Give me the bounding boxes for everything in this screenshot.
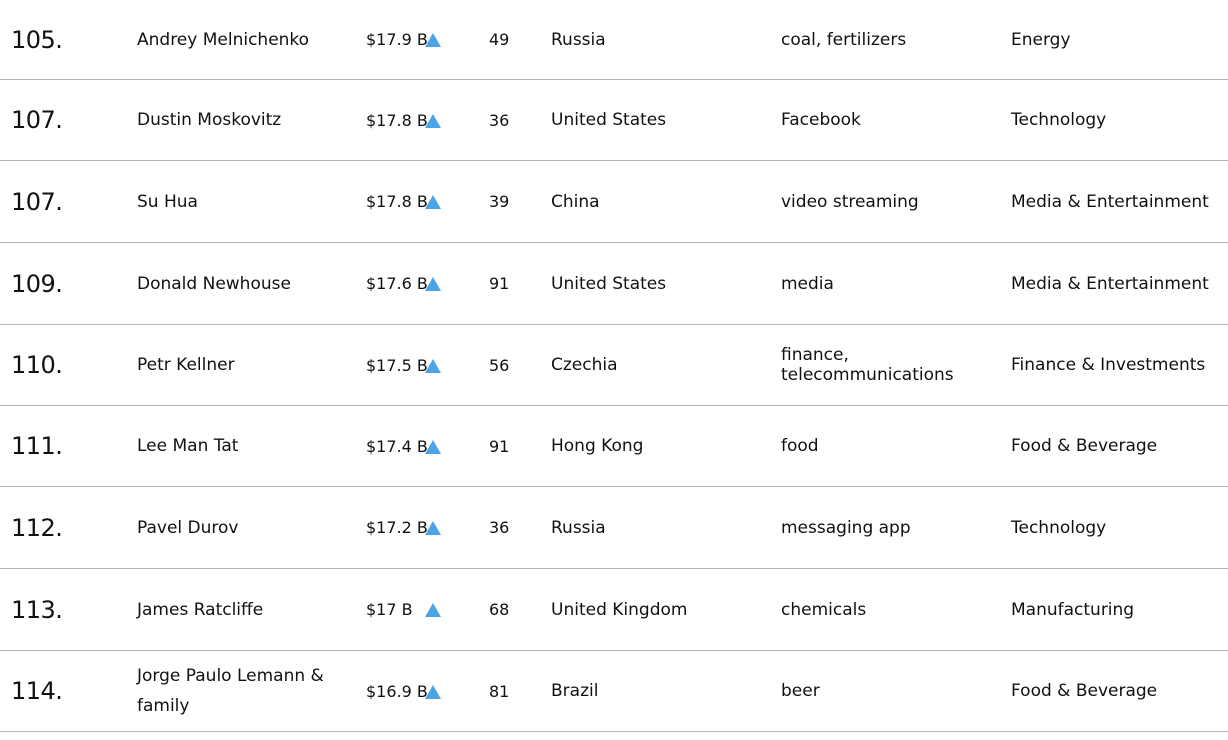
source: media [781,273,834,294]
source: video streaming [781,191,919,212]
country: United States [551,273,667,294]
source: beer [781,681,820,701]
age: 39 [489,192,510,211]
age: 36 [489,110,510,130]
age: 81 [489,681,510,701]
age: 91 [489,436,510,456]
person-name[interactable]: Lee Man Tat [137,436,239,456]
age: 36 [489,518,510,537]
industry: Technology [1011,110,1107,130]
rank: 111. [11,432,63,460]
country: United Kingdom [551,599,688,620]
net-worth [366,0,476,79]
up-triangle-icon [425,33,441,47]
country: United States [551,110,667,130]
up-triangle-icon [425,440,441,454]
table-row[interactable] [0,406,1228,487]
net-worth [366,651,476,731]
person-name[interactable]: James Ratcliffe [137,599,264,620]
industry: Technology [1011,517,1107,538]
rank: 110. [11,351,63,379]
up-triangle-icon [425,277,441,291]
net-worth-value: $17.8 B [366,192,428,211]
up-triangle-icon [425,195,441,209]
person-name[interactable]: Petr Kellner [137,355,235,375]
country: China [551,191,600,212]
source: Facebook [781,110,861,130]
industry: Finance & Investments [1011,355,1206,375]
rank: 105. [11,25,63,54]
net-worth [366,406,476,486]
net-worth-value: $17.9 B [366,30,428,49]
country: Hong Kong [551,436,644,456]
table-row[interactable] [0,0,1228,80]
table-row[interactable] [0,569,1228,651]
rank: 114. [11,677,63,705]
age: 68 [489,600,510,619]
source: food [781,436,819,456]
country: Russia [551,517,606,538]
age: 49 [489,30,510,49]
person-name[interactable]: Andrey Melnichenko [137,29,310,50]
net-worth-value: $17.8 B [366,110,428,130]
rank: 109. [11,269,63,298]
industry: Food & Beverage [1011,681,1158,701]
source: chemicals [781,599,867,620]
net-worth [366,325,476,405]
table-row[interactable] [0,325,1228,406]
net-worth [366,161,476,242]
up-triangle-icon [425,603,441,617]
person-name[interactable]: Jorge Paulo Lemann & family [137,666,324,716]
net-worth [366,569,476,650]
up-triangle-icon [425,685,441,699]
table-row[interactable] [0,161,1228,243]
net-worth [366,487,476,568]
person-name[interactable]: Dustin Moskovitz [137,110,282,130]
rank: 112. [11,513,63,542]
industry: Manufacturing [1011,599,1135,620]
table-row[interactable] [0,243,1228,325]
net-worth-value: $17.6 B [366,274,428,293]
rank: 107. [11,187,63,216]
rank: 107. [11,106,63,134]
table-row[interactable] [0,487,1228,569]
age: 56 [489,355,510,375]
age: 91 [489,274,510,293]
net-worth-value: $17.5 B [366,355,428,375]
net-worth-value: $16.9 B [366,681,428,701]
table-row[interactable] [0,80,1228,161]
net-worth [366,80,476,160]
person-name[interactable]: Donald Newhouse [137,273,291,294]
source: finance, telecommunications [781,345,954,385]
source: coal, fertilizers [781,29,907,50]
net-worth-value: $17.4 B [366,436,428,456]
net-worth-value: $17.2 B [366,518,428,537]
source: messaging app [781,517,911,538]
net-worth [366,243,476,324]
up-triangle-icon [425,114,441,128]
country: Brazil [551,681,599,701]
up-triangle-icon [425,521,441,535]
rank: 113. [11,595,63,624]
person-name[interactable]: Su Hua [137,191,198,212]
country: Czechia [551,355,618,375]
net-worth-value: $17 B [366,600,413,619]
industry: Food & Beverage [1011,436,1158,456]
country: Russia [551,29,606,50]
industry: Media & Entertainment [1011,273,1209,294]
industry: Energy [1011,29,1071,50]
up-triangle-icon [425,359,441,373]
person-name[interactable]: Pavel Durov [137,517,239,538]
table-row[interactable] [0,651,1228,732]
industry: Media & Entertainment [1011,191,1209,212]
